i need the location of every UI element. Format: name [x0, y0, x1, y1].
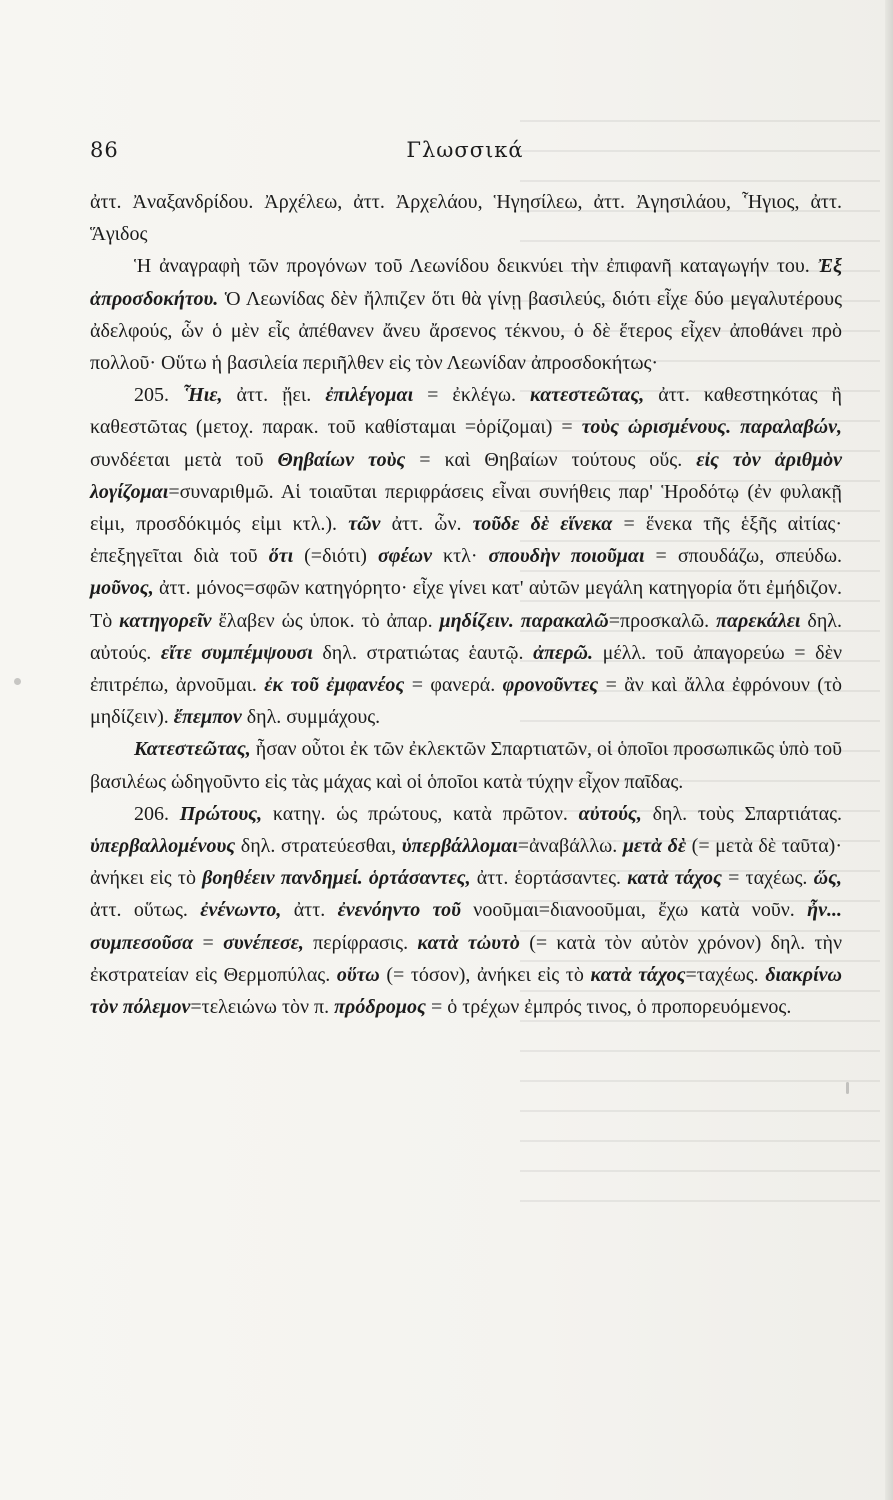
ink-spot [14, 678, 21, 685]
paragraph-5: 206. Πρώτους, κατηγ. ὡς πρώτους, κατὰ πρῶτον. αὐτούς, δηλ. τοὺς Σπαρτιάτας. ὑπερβαλλομένους δηλ. στρατεύεσθαι, ὑπερβάλλομαι=ἀναβάλλω. μετὰ δὲ (= μετὰ δὲ ταῦτα)· ἀνήκει εἰς τὸ βοηθέειν πανδημεί. ὁρτάσαντες, ἀττ. ἑορτάσαντες. κατὰ τάχος = ταχέως. ὥς, ἀττ. οὕτως. ἐνένωντο, ἀττ. ἐνενόηντο τοῦ νοοῦμαι=διανοοῦμαι, ἔχω κατὰ νοῦν. ἦν... συμπεσοῦσα = συνέπεσε, περίφρασις. κατὰ τὠυτὸ (= κατὰ τὸν αὐτὸν χρόνον) δηλ. τὴν ἐκστρατείαν εἰς Θερμοπύλας. οὕτω (= τόσον), ἀνήκει εἰς τὸ κατὰ τάχος=ταχέως. διακρίνω τὸν πόλεμον=τελειώνω τὸν π. πρόδρομος = ὁ τρέχων ἐμπρός τινος, ὁ προπορευόμενος. [90, 802, 843, 1019]
page-header [90, 138, 840, 178]
paragraph-3: 205. Ἧιε, ἀττ. ᾔει. ἐπιλέγομαι = ἐκλέγω. κατεστεῶτας, ἀττ. καθεστηκότας ἢ καθεστῶτας (μετοχ. παρακ. τοῦ καθίσταμαι =ὁρίζομαι) = τοὺς ὡρισμένους. παραλαβών, συνδέεται μετὰ τοῦ Θηβαίων τοὺς = καὶ Θηβαίων τούτους οὕς. εἰς τὸν ἀριθμὸν λογίζομαι=συναριθμῶ. Αἱ τοιαῦται περιφράσεις εἶναι συνήθεις παρ' Ἡροδότῳ (ἐν φυλακῇ εἰμι, προσδόκιμός εἰμι κτλ.). τῶν ἀττ. ὧν. τοῦδε δὲ εἵνεκα = ἕνεκα τῆς ἑξῆς αἰτίας· ἐπεξηγεῖται διὰ τοῦ ὅτι (=διότι) σφέων κτλ· σπουδὴν ποιοῦμαι = σπουδάζω, σπεύδω. μοῦνος, ἀττ. μόνος=σφῶν κατηγόρητο· εἶχε γίνει κατ' αὐτῶν μεγάλη κατηγορία ὅτι ἐμήδιζον. Τὸ κατηγορεῖν ἔλαβεν ὡς ὑποκ. τὸ ἀπαρ. μηδίζειν. παρακαλῶ=προσκαλῶ. παρεκάλει δηλ. αὐτούς. εἴτε συμπέμψουσι δηλ. στρατιώτας ἑαυτῷ. ἀπερῶ. μέλλ. τοῦ ἀπαγορεύω = δὲν ἐπιτρέπω, ἀρνοῦμαι. ἐκ τοῦ ἐμφανέος = φανερά. φρονοῦντες = ἂν καὶ ἄλλα ἐφρόνουν (τὸ μηδίζειν). ἔπεμπον δηλ. συμμάχους. [90, 384, 843, 729]
paragraph-2: Ἡ ἀναγραφὴ τῶν προγόνων τοῦ Λεωνίδου δεικνύει τὴν ἐπιφανῆ καταγωγήν του. Ἐξ ἀπροσδοκήτου. Ὁ Λεωνίδας δὲν ἤλπιζεν ὅτι θὰ γίνῃ βασιλεύς, διότι εἶχε δύο μεγαλυτέρους ἀδελφούς, ὧν ὁ μὲν εἷς ἀπέθανεν ἄνευ ἄρσενος τέκνου, ὁ δὲ ἕτερος εἶχεν ἀποθάνει πρὸ πολλοῦ· Οὕτω ἡ βασιλεία περιῆλθεν εἰς τὸν Λεωνίδαν ἀπροσδοκήτως· [90, 255, 842, 375]
page-number: 86 [90, 138, 119, 162]
paragraph-4: Κατεστεῶτας, ἦσαν οὗτοι ἐκ τῶν ἐκλεκτῶν Σπαρτιατῶν, οἱ ὁποῖοι προσωπικῶς ὑπὸ τοῦ βασιλέως ὡδηγοῦντο εἰς τὰς μάχας καὶ οἱ ὁποῖοι κατὰ τύχην εἶχον παῖδας. [90, 738, 842, 793]
body-text [90, 186, 842, 1023]
ink-spot [846, 1082, 849, 1094]
paragraph-1: ἀττ. Ἀναξανδρίδου. Ἀρχέλεω, ἀττ. Ἀρχελάου, Ἡγησίλεω, ἀττ. Ἀγησιλάου, Ἧγιος, ἀττ. Ἅγιδος [90, 191, 842, 246]
page-edge [885, 0, 893, 1500]
running-title: Γλωσσικά [406, 138, 524, 162]
